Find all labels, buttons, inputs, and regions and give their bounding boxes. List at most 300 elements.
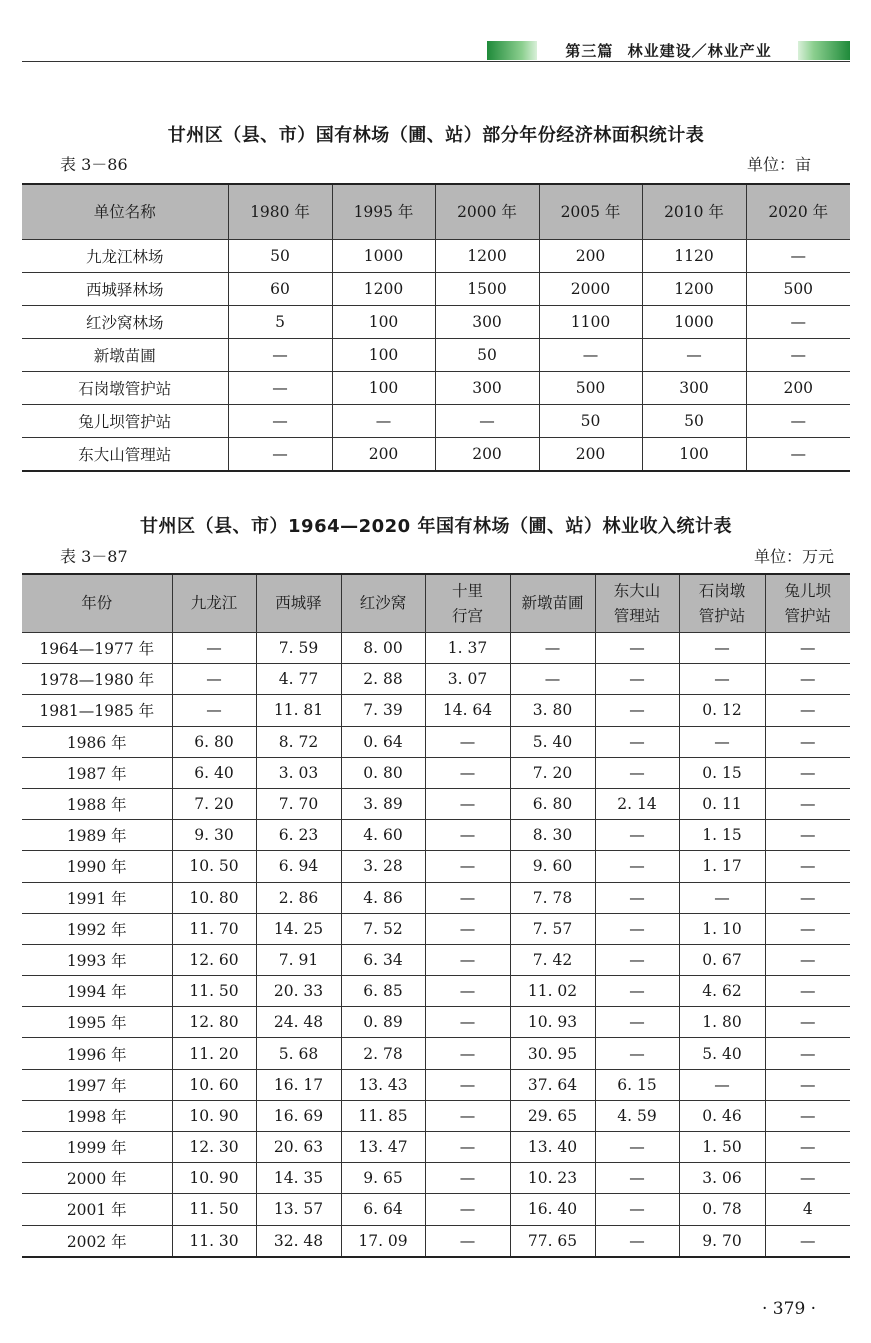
table-cell: 12. 30	[172, 1132, 256, 1163]
row-label-cell: 东大山管理站	[22, 438, 228, 472]
table-cell: —	[765, 1069, 850, 1100]
column-header-label: 1995 年	[353, 202, 414, 221]
table-cell: 100	[332, 372, 435, 405]
row-label-cell: 2001 年	[22, 1194, 172, 1225]
column-header	[539, 184, 642, 240]
table-cell: 20. 33	[256, 976, 341, 1007]
table-cell: —	[172, 633, 256, 664]
header-section: 林业建设／林业产业	[627, 42, 772, 60]
table-cell: —	[746, 405, 850, 438]
column-header	[256, 574, 341, 633]
table-cell: 77. 65	[510, 1225, 595, 1257]
table87-body	[22, 633, 850, 1257]
column-header-label: 1980 年	[250, 202, 310, 221]
table-cell: —	[425, 913, 510, 944]
table-cell: —	[765, 913, 850, 944]
table-row	[22, 1100, 850, 1131]
table-cell: 300	[642, 372, 746, 405]
table-cell: 3. 07	[425, 664, 510, 695]
table-cell: 30. 95	[510, 1038, 595, 1069]
column-header-label: 西城驿	[275, 594, 322, 612]
header-rule	[22, 61, 850, 62]
table-cell: —	[765, 820, 850, 851]
column-header-label: 2020 年	[768, 202, 829, 221]
table-cell: 7. 91	[256, 944, 341, 975]
table-cell: 11. 81	[256, 695, 341, 726]
row-label-cell: 1989 年	[22, 820, 172, 851]
table-cell: 0. 89	[341, 1007, 425, 1038]
row-label-cell: 1991 年	[22, 882, 172, 913]
row-label-cell: 九龙江林场	[22, 240, 228, 273]
column-header	[332, 184, 435, 240]
table-cell: 10. 50	[172, 851, 256, 882]
table-cell: 60	[228, 273, 332, 306]
column-header-label: 东大山	[613, 581, 661, 600]
table-cell: —	[228, 405, 332, 438]
table-cell: 11. 50	[172, 1194, 256, 1225]
table86-unit: 单位：亩	[746, 155, 811, 174]
row-label-cell: 2002 年	[22, 1225, 172, 1257]
table-cell: —	[679, 726, 765, 757]
column-header-label: 2000 年	[457, 202, 517, 221]
table-cell: 8. 00	[341, 633, 425, 664]
table-cell: 300	[435, 306, 539, 339]
table-cell: 13. 40	[510, 1132, 595, 1163]
column-header-label: 十里	[451, 581, 483, 600]
table-row	[22, 976, 850, 1007]
table-cell: —	[425, 1163, 510, 1194]
table-cell: —	[765, 664, 850, 695]
table-cell: 29. 65	[510, 1100, 595, 1131]
table-cell: 1. 15	[679, 820, 765, 851]
row-label-cell: 1997 年	[22, 1069, 172, 1100]
table-cell: 100	[642, 438, 746, 472]
table87-unit: 单位：万元	[753, 547, 834, 566]
table-cell: —	[746, 438, 850, 472]
table-row	[22, 1069, 850, 1100]
table-cell: 1200	[642, 273, 746, 306]
row-label-cell: 1987 年	[22, 757, 172, 788]
table-cell: —	[746, 240, 850, 273]
table-cell: 0. 11	[679, 788, 765, 819]
table-cell: 4. 86	[341, 882, 425, 913]
column-header-label: 新墩苗圃	[521, 594, 584, 612]
table-row	[22, 882, 850, 913]
column-header	[595, 574, 679, 633]
table-cell: —	[765, 1100, 850, 1131]
column-header-label: 管护站	[698, 606, 746, 625]
table-cell: 14. 64	[425, 695, 510, 726]
table-cell: 1200	[332, 273, 435, 306]
column-header	[341, 574, 425, 633]
table-cell: —	[746, 306, 850, 339]
table-cell: 0. 46	[679, 1100, 765, 1131]
table-cell: 11. 50	[172, 976, 256, 1007]
table-row	[22, 273, 850, 306]
table-cell: —	[425, 851, 510, 882]
table-cell: —	[765, 695, 850, 726]
table-cell: 1. 37	[425, 633, 510, 664]
row-label-cell: 1986 年	[22, 726, 172, 757]
header-decor-bar-right	[798, 41, 850, 60]
table-cell: 11. 30	[172, 1225, 256, 1257]
column-header-label: 石岗墩	[698, 581, 746, 600]
column-header	[435, 184, 539, 240]
table-cell: 9. 60	[510, 851, 595, 882]
table-cell: 200	[746, 372, 850, 405]
header-decor-bar-left	[487, 41, 537, 60]
column-header-label: 2005 年	[560, 202, 621, 221]
table-cell: —	[679, 633, 765, 664]
table-cell: 6. 23	[256, 820, 341, 851]
table-cell: —	[642, 339, 746, 372]
table-cell: —	[425, 1038, 510, 1069]
column-header	[22, 184, 228, 240]
table-cell: —	[765, 757, 850, 788]
table-row	[22, 1225, 850, 1257]
table-cell: —	[425, 1132, 510, 1163]
table-cell: 1. 17	[679, 851, 765, 882]
table-cell: 8. 72	[256, 726, 341, 757]
table-cell: —	[510, 664, 595, 695]
table-cell: —	[765, 1225, 850, 1257]
table-cell: 4. 77	[256, 664, 341, 695]
row-label-cell: 新墩苗圃	[22, 339, 228, 372]
header-part: 第三篇	[565, 42, 614, 60]
column-header-label: 管护站	[784, 606, 831, 625]
table-cell: 14. 25	[256, 913, 341, 944]
table-cell: —	[425, 1007, 510, 1038]
table-cell: 0. 12	[679, 695, 765, 726]
table-cell: —	[425, 820, 510, 851]
table-cell: 0. 64	[341, 726, 425, 757]
table-cell: 6. 85	[341, 976, 425, 1007]
column-header	[22, 574, 172, 633]
row-label-cell: 1964—1977 年	[22, 633, 172, 664]
table-cell: 1200	[435, 240, 539, 273]
table-cell: —	[425, 976, 510, 1007]
table-cell: 1. 80	[679, 1007, 765, 1038]
table-cell: 4. 60	[341, 820, 425, 851]
table-cell: —	[746, 339, 850, 372]
table-cell: 7. 52	[341, 913, 425, 944]
table87-title: 甘州区（县、市）1964—2020 年国有林场（圃、站）林业收入统计表	[140, 516, 732, 537]
row-label-cell: 石岗墩管护站	[22, 372, 228, 405]
table-cell: 50	[228, 240, 332, 273]
table-row	[22, 339, 850, 372]
table-cell: —	[765, 882, 850, 913]
table-cell: —	[595, 1132, 679, 1163]
table-cell: 1100	[539, 306, 642, 339]
table-cell: 100	[332, 306, 435, 339]
table86	[22, 183, 850, 472]
table-cell: 50	[642, 405, 746, 438]
table-cell: —	[228, 438, 332, 472]
table-cell: 6. 94	[256, 851, 341, 882]
table-cell: 50	[435, 339, 539, 372]
row-label-cell: 1988 年	[22, 788, 172, 819]
table-cell: —	[595, 695, 679, 726]
row-label-cell: 1996 年	[22, 1038, 172, 1069]
table-cell: 10. 60	[172, 1069, 256, 1100]
table-row	[22, 438, 850, 472]
table-cell: —	[228, 372, 332, 405]
table-cell: 20. 63	[256, 1132, 341, 1163]
table-cell: 200	[332, 438, 435, 472]
table-cell: 0. 78	[679, 1194, 765, 1225]
table-cell: —	[765, 1007, 850, 1038]
header-text	[541, 40, 796, 62]
table-cell: —	[679, 664, 765, 695]
table-cell: —	[425, 1069, 510, 1100]
table-cell: 1120	[642, 240, 746, 273]
column-header-label: 兔儿坝	[784, 581, 831, 600]
table-cell: 4. 59	[595, 1100, 679, 1131]
table-cell: 200	[435, 438, 539, 472]
table-cell: 0. 15	[679, 757, 765, 788]
table-cell: 1. 10	[679, 913, 765, 944]
table-cell: —	[435, 405, 539, 438]
table-row	[22, 664, 850, 695]
table-cell: —	[425, 944, 510, 975]
table-cell: 13. 47	[341, 1132, 425, 1163]
column-header	[510, 574, 595, 633]
table-cell: 7. 20	[172, 788, 256, 819]
table-cell: 5. 40	[679, 1038, 765, 1069]
table-cell: —	[425, 1194, 510, 1225]
table-cell: 5. 68	[256, 1038, 341, 1069]
table-cell: 0. 67	[679, 944, 765, 975]
table-cell: 50	[539, 405, 642, 438]
table86-title: 甘州区（县、市）国有林场（圃、站）部分年份经济林面积统计表	[167, 125, 705, 146]
table-cell: 9. 65	[341, 1163, 425, 1194]
table-cell: —	[425, 1225, 510, 1257]
column-header	[642, 184, 746, 240]
table-cell: 2. 86	[256, 882, 341, 913]
table-cell: 10. 23	[510, 1163, 595, 1194]
row-label-cell: 1978—1980 年	[22, 664, 172, 695]
row-label-cell: 1999 年	[22, 1132, 172, 1163]
table-cell: 3. 80	[510, 695, 595, 726]
row-label-cell: 红沙窝林场	[22, 306, 228, 339]
table-cell: 2. 14	[595, 788, 679, 819]
table-cell: 14. 35	[256, 1163, 341, 1194]
table-cell: 11. 85	[341, 1100, 425, 1131]
table-cell: —	[679, 1069, 765, 1100]
table-row	[22, 757, 850, 788]
row-label-cell: 1981—1985 年	[22, 695, 172, 726]
table-cell: 13. 43	[341, 1069, 425, 1100]
table-cell: 13. 57	[256, 1194, 341, 1225]
table-cell: 10. 80	[172, 882, 256, 913]
table87-header-row	[22, 574, 850, 633]
table-cell: 7. 57	[510, 913, 595, 944]
table-cell: 12. 80	[172, 1007, 256, 1038]
table-cell: 6. 34	[341, 944, 425, 975]
table-cell: 500	[539, 372, 642, 405]
table-cell: —	[595, 726, 679, 757]
table-cell: —	[228, 339, 332, 372]
table-cell: —	[765, 1038, 850, 1069]
table-row	[22, 1194, 850, 1225]
table-cell: —	[595, 882, 679, 913]
table-row	[22, 1038, 850, 1069]
table-cell: 24. 48	[256, 1007, 341, 1038]
table-cell: —	[765, 1132, 850, 1163]
table-cell: 16. 69	[256, 1100, 341, 1131]
table-cell: 16. 40	[510, 1194, 595, 1225]
table-cell: 7. 39	[341, 695, 425, 726]
row-label-cell: 2000 年	[22, 1163, 172, 1194]
table-cell: 2000	[539, 273, 642, 306]
table-cell: 10. 90	[172, 1100, 256, 1131]
table-cell: —	[172, 695, 256, 726]
table-cell: 6. 64	[341, 1194, 425, 1225]
row-label-cell: 兔儿坝管护站	[22, 405, 228, 438]
table-cell: 32. 48	[256, 1225, 341, 1257]
table-cell: —	[595, 757, 679, 788]
table-cell: 7. 42	[510, 944, 595, 975]
table-cell: 9. 70	[679, 1225, 765, 1257]
table-cell: 10. 90	[172, 1163, 256, 1194]
table-cell: —	[765, 633, 850, 664]
table-cell: —	[425, 1100, 510, 1131]
table-row	[22, 726, 850, 757]
table-cell: 7. 20	[510, 757, 595, 788]
table-cell: —	[595, 1038, 679, 1069]
table-cell: 6. 80	[510, 788, 595, 819]
table-cell: 300	[435, 372, 539, 405]
table-cell: 6. 15	[595, 1069, 679, 1100]
column-header-label: 九龙江	[190, 594, 238, 612]
column-header-label: 行宫	[451, 606, 483, 625]
table-row	[22, 788, 850, 819]
table-cell: —	[425, 726, 510, 757]
table-cell: —	[539, 339, 642, 372]
table-row	[22, 695, 850, 726]
table-cell: —	[595, 944, 679, 975]
table-cell: 12. 60	[172, 944, 256, 975]
table-cell: 16. 17	[256, 1069, 341, 1100]
table-cell: 9. 30	[172, 820, 256, 851]
row-label-cell: 西城驿林场	[22, 273, 228, 306]
column-header-label: 单位名称	[93, 202, 156, 221]
table-cell: 2. 88	[341, 664, 425, 695]
table-cell: 200	[539, 240, 642, 273]
table-cell: —	[765, 944, 850, 975]
table-row	[22, 820, 850, 851]
row-label-cell: 1990 年	[22, 851, 172, 882]
table-cell: 4	[765, 1194, 850, 1225]
table-cell: 4. 62	[679, 976, 765, 1007]
table-row	[22, 851, 850, 882]
table-cell: —	[595, 851, 679, 882]
column-header	[172, 574, 256, 633]
table-row	[22, 1007, 850, 1038]
table-cell: —	[765, 726, 850, 757]
column-header	[746, 184, 850, 240]
table-row	[22, 372, 850, 405]
table-cell: 3. 28	[341, 851, 425, 882]
row-label-cell: 1994 年	[22, 976, 172, 1007]
column-header-label: 年份	[81, 594, 113, 612]
table-cell: 100	[332, 339, 435, 372]
table-row	[22, 913, 850, 944]
table87	[22, 573, 850, 1258]
running-header	[0, 0, 871, 64]
column-header	[765, 574, 850, 633]
table-cell: 500	[746, 273, 850, 306]
column-header-label: 2010 年	[664, 202, 724, 221]
column-header	[425, 574, 510, 633]
table-cell: 10. 93	[510, 1007, 595, 1038]
table-cell: 7. 59	[256, 633, 341, 664]
table-cell: —	[765, 976, 850, 1007]
table87-number: 表 3－87	[60, 547, 128, 566]
table-cell: —	[595, 1163, 679, 1194]
table-cell: 17. 09	[341, 1225, 425, 1257]
table-cell: —	[595, 976, 679, 1007]
table-row	[22, 633, 850, 664]
table-cell: 11. 70	[172, 913, 256, 944]
table-cell: —	[425, 882, 510, 913]
table86-header-row	[22, 184, 850, 240]
table-cell: 11. 02	[510, 976, 595, 1007]
table-cell: —	[679, 882, 765, 913]
table-cell: —	[765, 1163, 850, 1194]
table-cell: 7. 78	[510, 882, 595, 913]
table-cell: —	[595, 633, 679, 664]
table-row	[22, 306, 850, 339]
table-cell: —	[425, 757, 510, 788]
table-cell: —	[595, 1225, 679, 1257]
row-label-cell: 1995 年	[22, 1007, 172, 1038]
table86-number: 表 3－86	[60, 155, 128, 174]
table-row	[22, 944, 850, 975]
page-number: · 379 ·	[762, 1299, 817, 1319]
table-cell: 1. 50	[679, 1132, 765, 1163]
table-cell: 6. 40	[172, 757, 256, 788]
table-row	[22, 405, 850, 438]
table-cell: —	[765, 788, 850, 819]
table-row	[22, 1132, 850, 1163]
table-cell: 0. 80	[341, 757, 425, 788]
column-header-label: 管理站	[613, 606, 661, 625]
table-cell: 37. 64	[510, 1069, 595, 1100]
table-cell: 200	[539, 438, 642, 472]
column-header	[228, 184, 332, 240]
table-cell: 3. 89	[341, 788, 425, 819]
table-cell: —	[595, 1194, 679, 1225]
table-cell: 1000	[332, 240, 435, 273]
row-label-cell: 1998 年	[22, 1100, 172, 1131]
column-header	[679, 574, 765, 633]
table-row	[22, 240, 850, 273]
table-cell: —	[425, 788, 510, 819]
table-cell: —	[595, 1007, 679, 1038]
table-cell: 8. 30	[510, 820, 595, 851]
table-cell: 5. 40	[510, 726, 595, 757]
table-cell: 5	[228, 306, 332, 339]
table-cell: 1500	[435, 273, 539, 306]
row-label-cell: 1992 年	[22, 913, 172, 944]
table-cell: 1000	[642, 306, 746, 339]
table-cell: 6. 80	[172, 726, 256, 757]
table86-body	[22, 240, 850, 472]
table-cell: 11. 20	[172, 1038, 256, 1069]
table-cell: —	[765, 851, 850, 882]
row-label-cell: 1993 年	[22, 944, 172, 975]
